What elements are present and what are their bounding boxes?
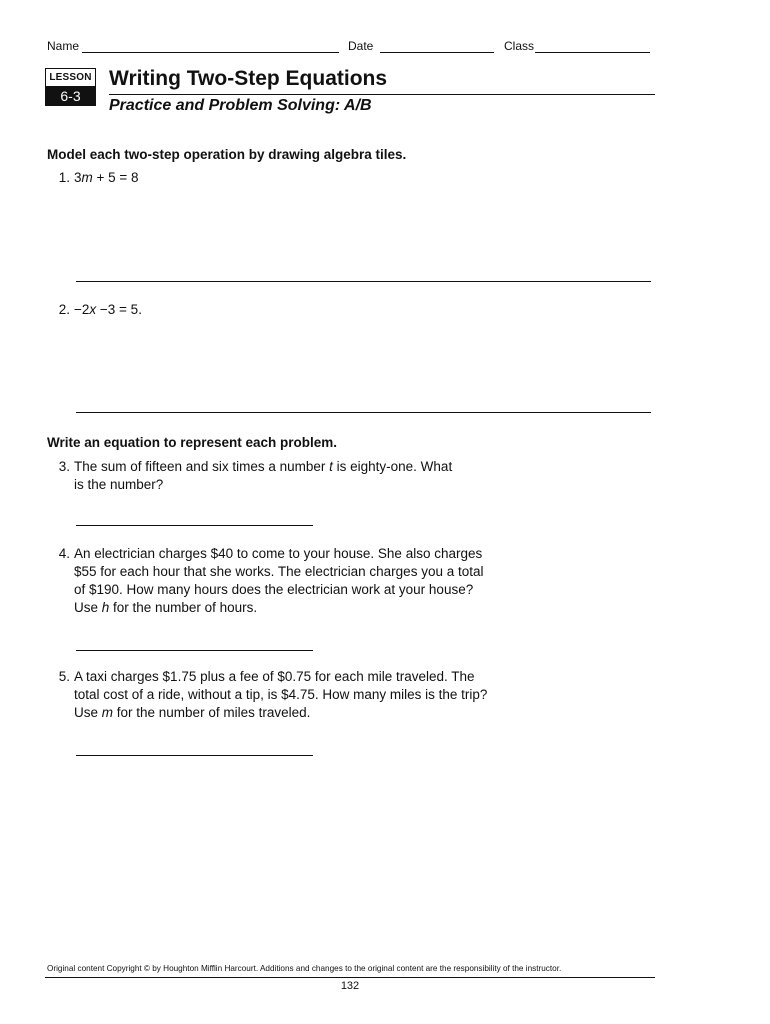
problem-3-line: is the number? <box>74 477 164 492</box>
footer-divider <box>45 977 655 978</box>
date-label: Date <box>348 39 374 53</box>
problem-2-answer-line[interactable] <box>76 412 651 413</box>
problem-2-number: 2. <box>58 302 70 317</box>
problem-3-line: The sum of fifteen and six times a number t is eighty-one. What <box>74 459 453 474</box>
problem-4-line: of $190. How many hours does the electrician work at your house? <box>74 582 474 597</box>
name-field-line[interactable] <box>82 52 339 53</box>
problem-1-number: 1. <box>58 170 70 185</box>
problem-3-text <box>74 458 524 494</box>
page-title: Writing Two-Step Equations <box>109 67 388 90</box>
problem-4-answer-line[interactable] <box>76 650 313 651</box>
problem-5-answer-line[interactable] <box>76 755 313 756</box>
problem-3-answer-line[interactable] <box>76 525 313 526</box>
problem-5-text <box>74 668 524 722</box>
problem-4-line: An electrician charges $40 to come to your house. She also charges <box>74 546 483 561</box>
date-field-line[interactable] <box>380 52 494 53</box>
problem-4-text <box>74 545 524 617</box>
name-label: Name <box>47 39 80 53</box>
class-field-line[interactable] <box>535 52 650 53</box>
lesson-badge <box>45 68 96 106</box>
page-subtitle: Practice and Problem Solving: A/B <box>109 97 372 114</box>
problem-1-answer-line[interactable] <box>76 281 651 282</box>
lesson-label: LESSON <box>46 69 95 87</box>
problem-4-number: 4. <box>58 546 70 561</box>
problem-4-line: Use h for the number of hours. <box>74 600 258 615</box>
problem-5-line: Use m for the number of miles traveled. <box>74 705 311 720</box>
title-divider <box>109 94 655 95</box>
class-label: Class <box>504 39 535 53</box>
problem-2-equation: −2x −3 = 5. <box>74 302 142 317</box>
section1-instruction: Model each two-step operation by drawing algebra tiles. <box>47 147 407 162</box>
section2-instruction: Write an equation to represent each problem. <box>47 435 338 450</box>
problem-4-line: $55 for each hour that she works. The electrician charges you a total <box>74 564 484 579</box>
problem-3-number: 3. <box>58 459 70 474</box>
problem-5-line: A taxi charges $1.75 plus a fee of $0.75 for each mile traveled. The <box>74 669 475 684</box>
page-number: 132 <box>340 980 360 992</box>
lesson-number: 6-3 <box>46 87 95 106</box>
problem-1-equation: 3m + 5 = 8 <box>74 170 139 185</box>
problem-5-line: total cost of a ride, without a tip, is $4.75. How many miles is the trip? <box>74 687 488 702</box>
copyright-notice: Original content Copyright © by Houghton Mifflin Harcourt. Additions and changes to the original content are the responsibility of the instructor. <box>47 964 562 973</box>
problem-5-number: 5. <box>58 669 70 684</box>
